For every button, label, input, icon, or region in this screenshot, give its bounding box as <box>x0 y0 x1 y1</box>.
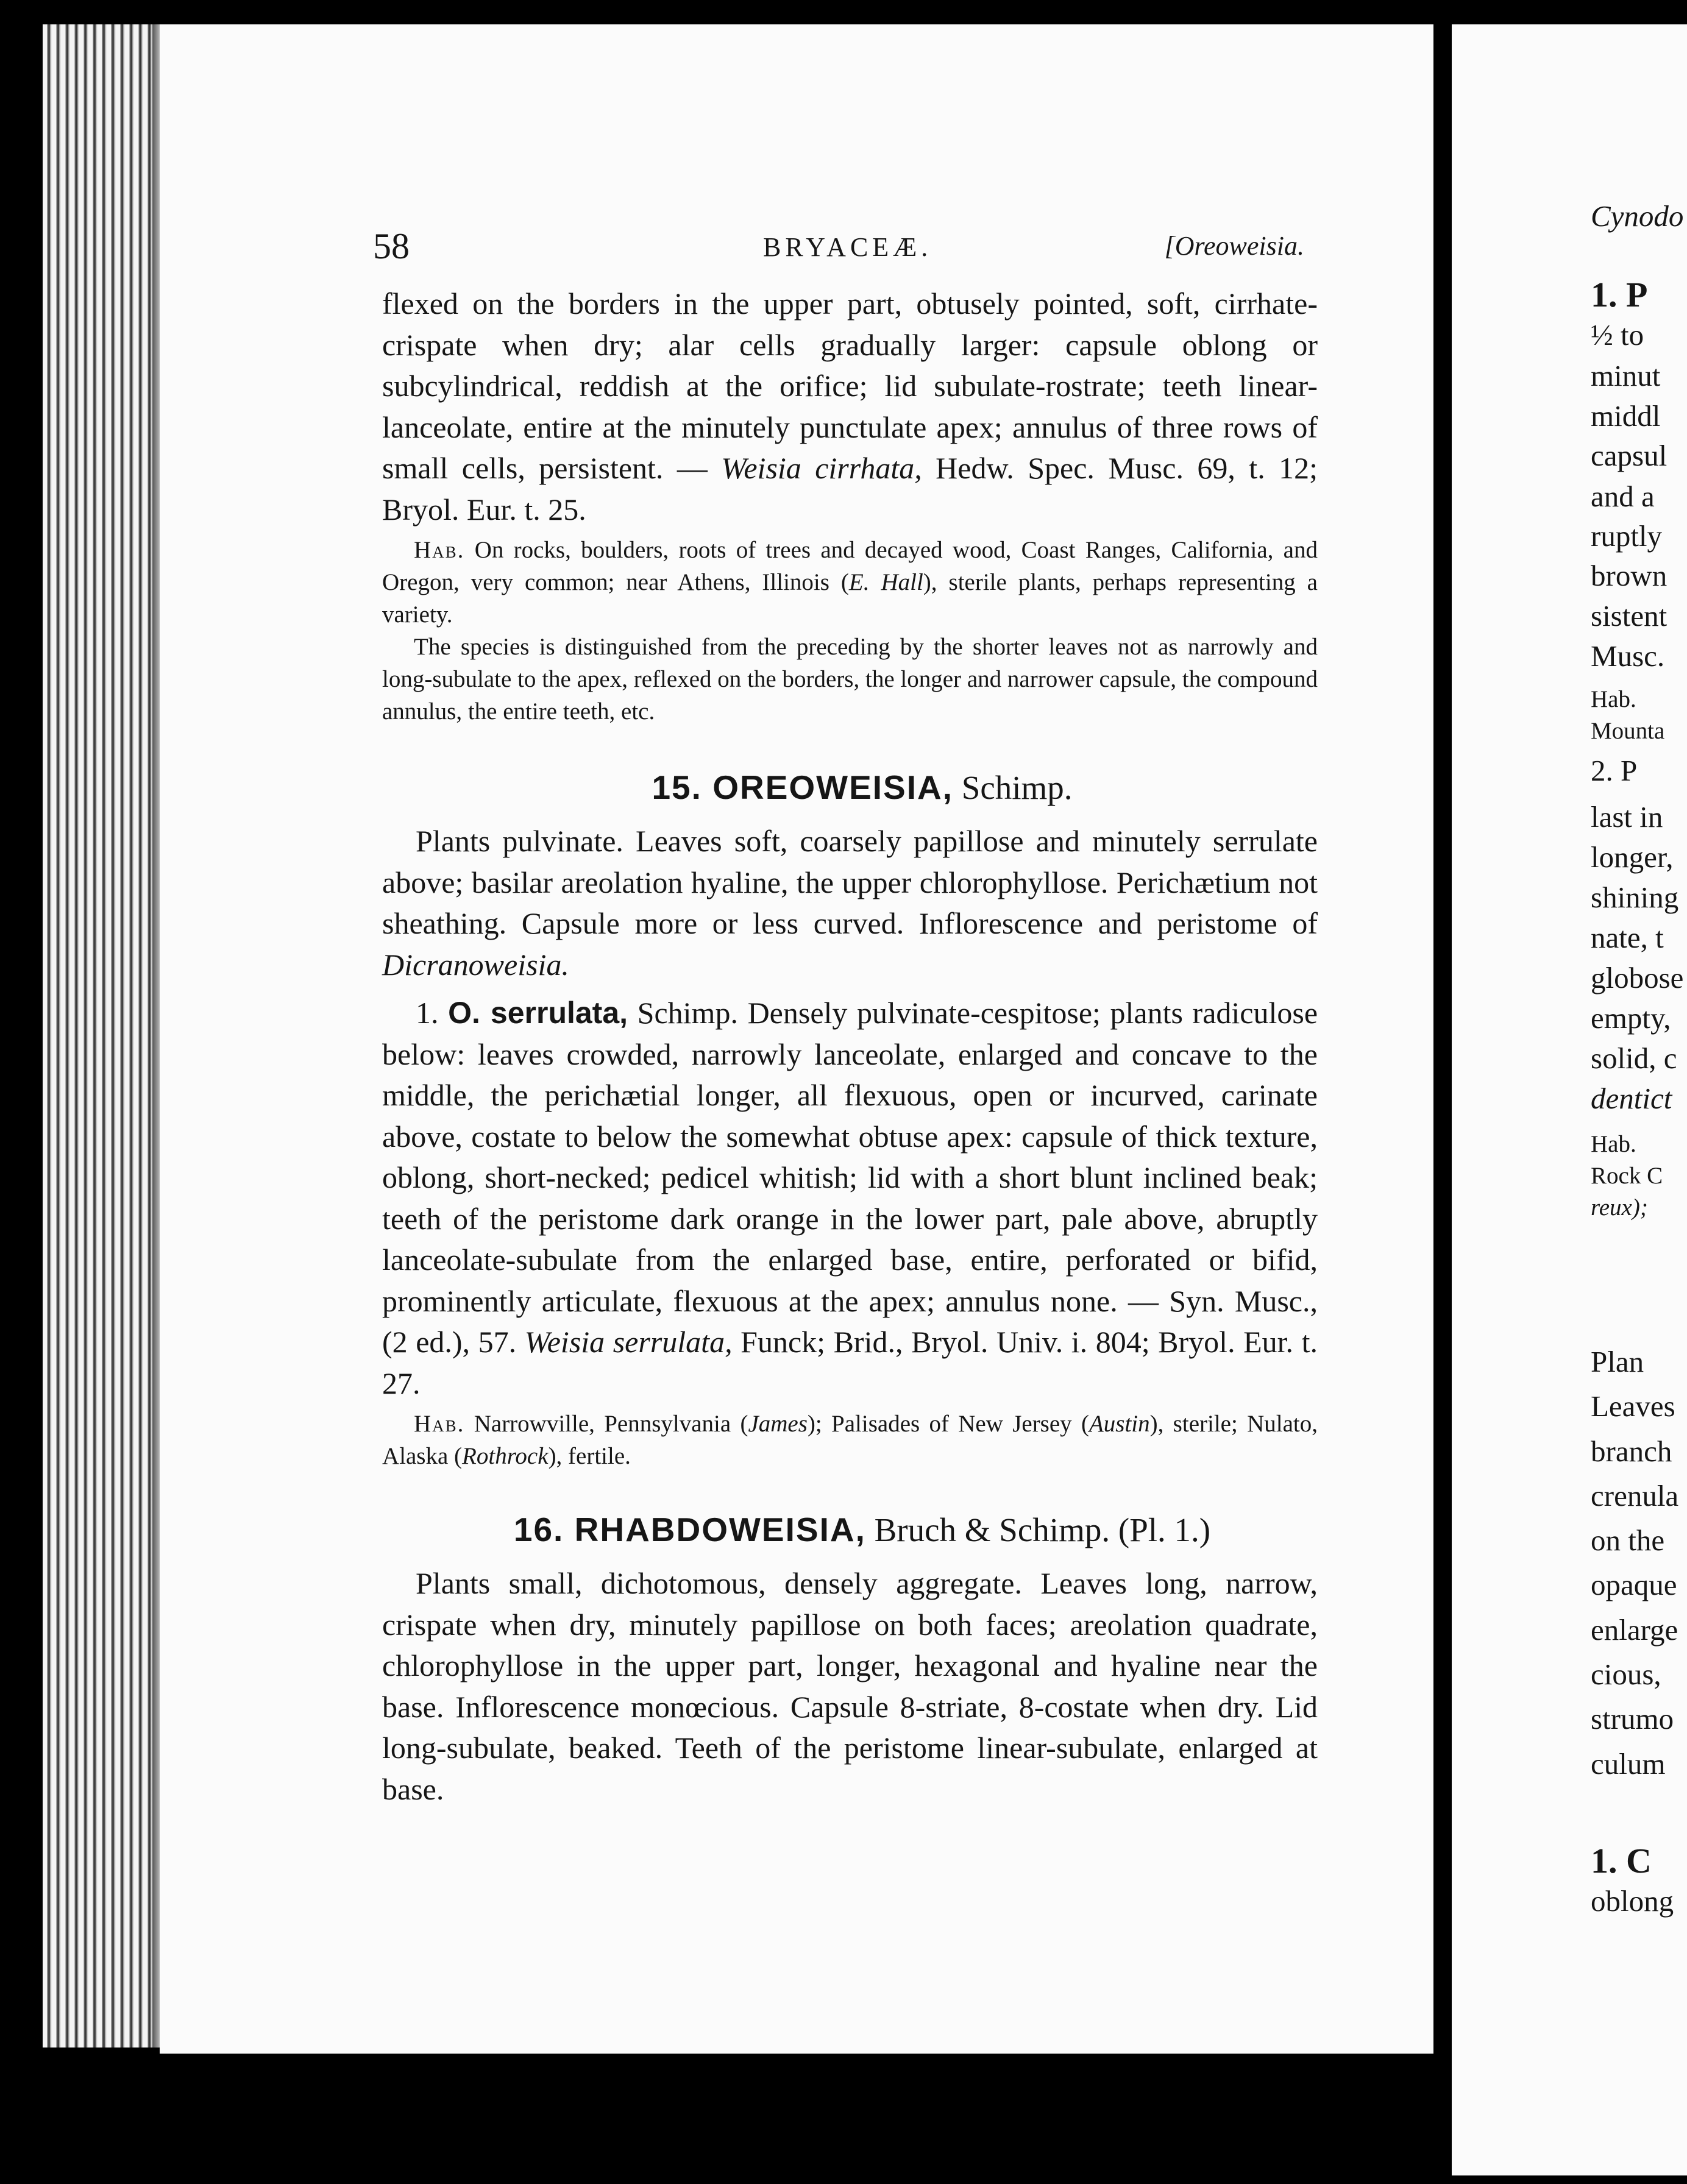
facing-page-line: 1. P <box>1591 275 1648 314</box>
facing-page-line: capsul <box>1591 439 1667 472</box>
left-page <box>160 24 1433 2054</box>
genus-heading-oreoweisia: 15. OREOWEISIA, Schimp. <box>652 768 1073 806</box>
facing-page-line: dentict <box>1591 1082 1672 1115</box>
facing-page-line: ruptly <box>1591 519 1663 553</box>
facing-page-line: crenula <box>1591 1479 1679 1512</box>
facing-page <box>1452 24 1687 2175</box>
continued-species-description: flexed on the borders in the upper part, obtusely pointed, soft, cirrhate-crispate when dry; alar cells gradually larger: capsule oblong or subcylindrical, reddish at the orifice; lid subulate-rostrate; teeth linear-lanceolate, entire at the minutely punctulate apex; annulus of three rows of small cells, persistent. — Weisia cirrhata, Hedw. Spec. Musc. 69, t. 12; Bryol. Eur. t. 25. <box>382 286 1318 526</box>
facing-page-line: 2. P <box>1591 754 1638 787</box>
facing-page-line: reux); <box>1591 1194 1648 1221</box>
facing-page-line: globose <box>1591 961 1684 994</box>
facing-page-line: Plan <box>1591 1345 1644 1378</box>
genus-description-oreoweisia: Plants pulvinate. Leaves soft, coarsely papillose and minutely serrulate above; basilar areolation hyaline, the upper chlorophyllose. Perichætium not sheathing. Capsule more or less curved. Inflorescence and peristome of Dicranoweisia. <box>382 824 1318 982</box>
facing-page-line: 1. C <box>1591 1841 1652 1881</box>
facing-page-line: longer, <box>1591 840 1674 874</box>
genus-heading-rhabdoweisia: 16. RHABDOWEISIA, Bruch & Schimp. (Pl. 1.) <box>513 1511 1211 1548</box>
facing-page-line: brown <box>1591 559 1667 592</box>
facing-page-line: middl <box>1591 399 1661 433</box>
facing-page-line: minut <box>1591 359 1661 392</box>
species-o-serrulata: 1. O. serrulata, Schimp. Densely pulvinate-cespitose; plants radiculose below: leaves crowded, narrowly lanceolate, enlarged and concave to the middle, the perichætial longer, all flexuous, open or incurved, carinate above, costate to below the somewhat obtuse apex: capsule of thick texture, oblong, short-necked; pedicel whitish; lid with a short blunt inclined beak; teeth of the peristome dark orange in the lower part, pale above, abruptly lanceolate-subulate from the enlarged base, entire, perforated or bifid, prominently articulate, flexuous at the apex; annulus none. — Syn. Musc., (2 ed.), 57. Weisia serrulata, Funck; Brid., Bryol. Univ. i. 804; Bryol. Eur. t. 27. <box>382 996 1318 1400</box>
distinction-note: The species is distinguished from the preceding by the shorter leaves not as narrowly and long-subulate to the apex, reflexed on the borders, the longer and narrower capsule, the compound annulus, the entire teeth, etc. <box>382 634 1318 725</box>
facing-page-line: shining <box>1591 881 1679 914</box>
facing-page-line: and a <box>1591 480 1655 513</box>
page-number: 58 <box>373 226 410 266</box>
page-body <box>382 283 1318 1810</box>
facing-page-line: sistent <box>1591 599 1667 633</box>
facing-page-line: Leaves <box>1591 1389 1675 1423</box>
book-page-edges <box>43 24 155 2048</box>
facing-page-line: enlarge <box>1591 1613 1678 1647</box>
facing-page-line: strumo <box>1591 1702 1674 1736</box>
facing-page-line: last in <box>1591 800 1663 834</box>
facing-page-line: opaque <box>1591 1568 1677 1601</box>
facing-page-line: empty, <box>1591 1001 1671 1035</box>
habitat-note: Hab. On rocks, boulders, roots of trees and decayed wood, Coast Ranges, California, and Oregon, very common; near Athens, Illinois (E. Hall), sterile plants, perhaps representing a variety. <box>382 537 1318 628</box>
genus-description-rhabdoweisia: Plants small, dichotomous, densely aggregate. Leaves long, narrow, crispate when dry, minutely papillose on both faces; areolation quadrate, chlorophyllose in the upper part, longer, hexagonal and hyaline near the base. Inflorescence monœcious. Capsule 8-striate, 8-costate when dry. Lid long-subulate, beaked. Teeth of the peristome linear-subulate, enlarged at base. <box>382 1566 1318 1806</box>
facing-page-line: Mounta <box>1591 718 1665 744</box>
facing-page-line: Hab. <box>1591 686 1636 712</box>
facing-page-line: Rock C <box>1591 1163 1663 1189</box>
habitat-note-serrulata: Hab. Narrowville, Pennsylvania (James); Palisades of New Jersey (Austin), sterile; Nulato, Alaska (Rothrock), fertile. <box>382 1411 1318 1469</box>
facing-page-line: oblong <box>1591 1884 1674 1918</box>
facing-page-line: ½ to <box>1591 318 1644 352</box>
running-right-genus: [Oreoweisia. <box>1164 231 1304 261</box>
facing-page-line: nate, t <box>1591 921 1664 954</box>
facing-page-line: on the <box>1591 1523 1665 1557</box>
facing-page-line: culum <box>1591 1747 1666 1781</box>
facing-page-line: Hab. <box>1591 1131 1636 1157</box>
facing-page-line: solid, c <box>1591 1041 1677 1075</box>
facing-page-line: cious, <box>1591 1658 1661 1691</box>
facing-page-line: branch <box>1591 1434 1672 1468</box>
facing-page-line: Musc. <box>1591 639 1665 673</box>
running-title: BRYACEÆ. <box>763 232 932 262</box>
running-head <box>160 225 1433 274</box>
facing-page-line: Cynodo <box>1591 199 1684 233</box>
